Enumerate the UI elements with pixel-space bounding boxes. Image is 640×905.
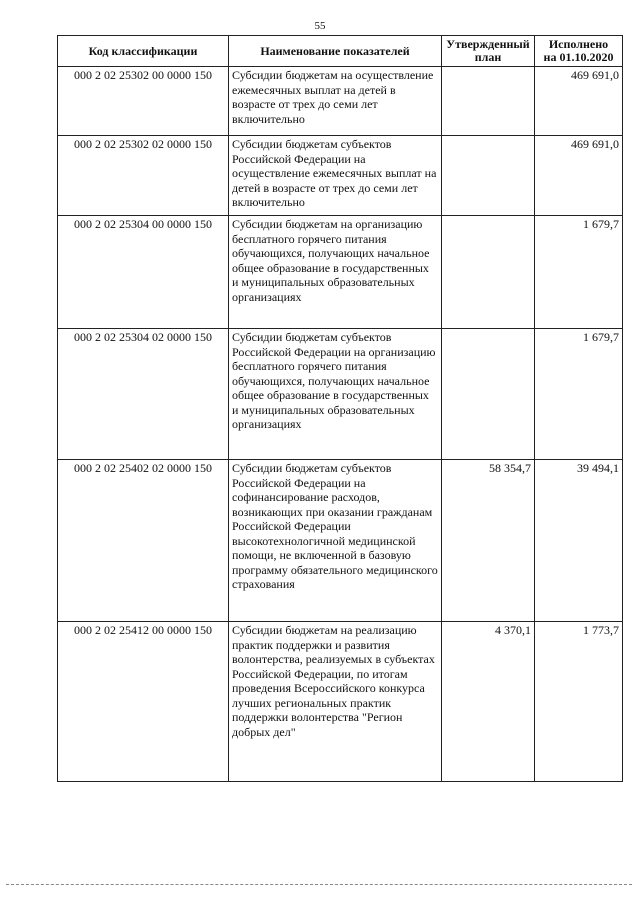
row-name: Субсидии бюджетам субъектов Российской Федерации на организацию бесплатного горячего питания обучающихся, получающих начальное общее образование в государственных и муниципальных образовательных организациях <box>229 329 442 460</box>
table-row <box>58 216 623 329</box>
row-plan <box>442 216 535 329</box>
row-done: 39 494,1 <box>535 460 623 622</box>
header-name: Наименование показателей <box>229 36 442 67</box>
row-code: 000 2 02 25412 00 0000 150 <box>58 622 229 782</box>
table-header-row <box>58 36 623 67</box>
table-row <box>58 622 623 782</box>
row-plan <box>442 329 535 460</box>
table-row <box>58 460 623 622</box>
table-row <box>58 136 623 216</box>
row-name: Субсидии бюджетам субъектов Российской Федерации на софинансирование расходов, возникающих при оказании гражданам Российской Федерации высокотехнологичной медицинской помощи, не включенной в базовую программу обязательного медицинского страхования <box>229 460 442 622</box>
row-plan: 58 354,7 <box>442 460 535 622</box>
row-code: 000 2 02 25302 00 0000 150 <box>58 67 229 136</box>
row-name: Субсидии бюджетам на осуществление ежемесячных выплат на детей в возрасте от трех до семи лет включительно <box>229 67 442 136</box>
header-done: Исполнено на 01.10.2020 <box>535 36 623 67</box>
row-code: 000 2 02 25304 00 0000 150 <box>58 216 229 329</box>
row-name: Субсидии бюджетам субъектов Российской Федерации на осуществление ежемесячных выплат на детей в возрасте от трех до семи лет включительно <box>229 136 442 216</box>
row-done: 1 773,7 <box>535 622 623 782</box>
header-code: Код классификации <box>58 36 229 67</box>
row-code: 000 2 02 25302 02 0000 150 <box>58 136 229 216</box>
row-done: 469 691,0 <box>535 67 623 136</box>
row-code: 000 2 02 25304 02 0000 150 <box>58 329 229 460</box>
table-row <box>58 67 623 136</box>
row-done: 469 691,0 <box>535 136 623 216</box>
row-code: 000 2 02 25402 02 0000 150 <box>58 460 229 622</box>
row-name: Субсидии бюджетам на организацию бесплатного горячего питания обучающихся, получающих начальное общее образование в государственных и муниципальных образовательных организациях <box>229 216 442 329</box>
row-done: 1 679,7 <box>535 216 623 329</box>
page-number: 55 <box>314 20 326 32</box>
row-name: Субсидии бюджетам на реализацию практик поддержки и развития волонтерства, реализуемых в субъектах Российской Федерации, по итогам проведения Всероссийского конкурса лучших региональных практик поддержки волонтерства "Регион добрых дел" <box>229 622 442 782</box>
table-row <box>58 329 623 460</box>
row-plan: 4 370,1 <box>442 622 535 782</box>
row-plan <box>442 67 535 136</box>
scan-edge-marks <box>6 884 632 887</box>
header-plan: Утвержденный план <box>442 36 535 67</box>
row-plan <box>442 136 535 216</box>
budget-table <box>57 35 623 782</box>
row-done: 1 679,7 <box>535 329 623 460</box>
